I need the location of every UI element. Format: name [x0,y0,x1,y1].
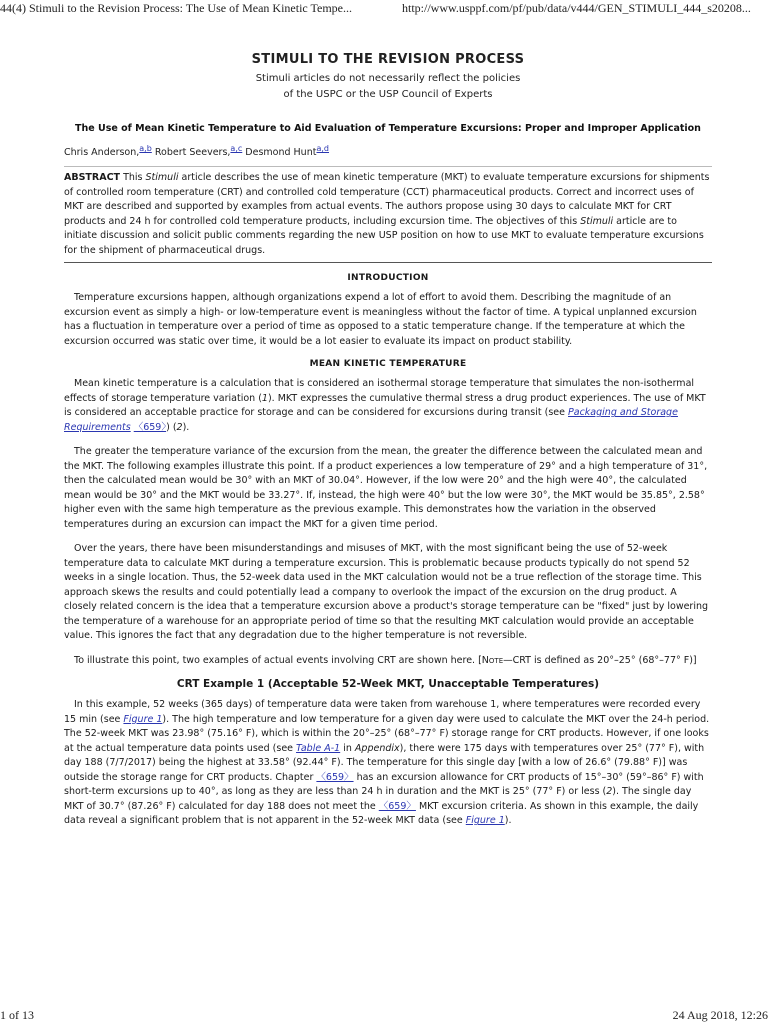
text: ). The high temperature and low temperature for a given day were used to calculate the MKT over the 24-h period. The 52-week MKT was 23.98° (75.16° F), which is within the 20°–25° (68°–77° F) storage range for CRT products. However, if one looks at the actual temperature data points used (see [64,713,710,754]
example-1-heading: CRT Example 1 (Acceptable 52-Week MKT, Unacceptable Temperatures) [176,678,600,691]
figure-1-link[interactable]: Figure 1 [465,815,505,827]
text: in [343,742,352,754]
text: has an excursion allowance for CRT products of 15°–30° (59°–86° F) with short-term excursions up to 40°, as long as they are less than 24 h in duration and the MKT is 25° (77° F) or less ( [64,771,704,798]
appendix-italic: Appendix [354,742,400,754]
figure-1-link[interactable]: Figure 1 [123,713,163,725]
abstract-text: article describes the use of mean kinetic temperature (MKT) to evaluate temperature excursions for shipments of controlled room temperature (CRT) and controlled cold temperature (CCT) pharmaceutical products. Correct and incorrect uses of MKT are described and supported by examples from actual events. The authors propose using 30 days to calculate MKT for CRT products and 24 h for controlled cold temperature products, including excursion time. The objectives of this [64,172,710,227]
browser-print-footer [0,1008,768,1024]
page-title-header: 44(4) Stimuli to the Revision Process: The Use of Mean Kinetic Tempe... [0,1,352,15]
section-heading-mkt: MEAN KINETIC TEMPERATURE [309,359,467,370]
article-content [64,52,712,839]
text: —CRT is defined as 20°–25° (68°–77° F)] [503,654,697,666]
disclaimer [64,71,712,103]
text: ). MKT expresses the cumulative thermal stress a drug product experiences. The use of MKT is considered an acceptable practice for storage and can be considered for excursions during transit (see [64,392,706,419]
chapter-659-link[interactable]: 〈659〉 [316,771,354,783]
print-timestamp: 24 Aug 2018, 12:26 [672,1008,768,1022]
text: MKT excursion criteria. As shown in this example, the daily data reveal a significant problem that is not apparent in the 52-week MKT data (see [64,800,699,827]
reference-number: 1 [261,392,268,404]
text: ) ( [166,421,177,433]
abstract-text: This [123,172,143,184]
chapter-659-link[interactable]: 〈659〉 [378,800,416,812]
packaging-storage-link[interactable]: Packaging and Storage Requirements [64,407,678,433]
author-affiliation-link[interactable]: a,d [316,144,329,153]
note-label: Note [481,654,504,666]
text: ). The single day MKT of 30.7° (87.26° F) calculated for day 188 does not meet the [64,786,692,812]
text: To illustrate this point, two examples of actual events involving CRT are shown here. [ [74,654,482,666]
abstract-text: article are to initiate discussion and solicit public comments regarding the new USP position on how to use MKT to evaluate temperature excursions for the shipment of pharmaceutical drugs. [64,215,704,256]
paragraph-mkt-3: Over the years, there have been misunderstandings and misuses of MKT, with the most significant being the use of 52-week temperature data to calculate MKT during a temperature excursion. This is problematic because products typically do not spend 52 weeks in a single location. Thus, the 52-week data used in the MKT calculation would not be a true reflection of the storage time. This approach skews the results and could potentially lead a company to overlook the impact of the excursion on the drug product. A closely related concern is the idea that a temperature excursion above a product's storage temperature can be "fixed" just by lowering the temperature of a warehouse for an appropriate period of time so that the resulting MKT calculation would provide an acceptable value. This ignores the fact that any degradation due to the higher temperature is not reversible. [64,543,709,642]
table-a1-link[interactable]: Table A-1 [296,742,341,754]
paragraph-mkt-4 [64,654,712,669]
disclaimer-line-1: Stimuli articles do not necessarily reflect the policies [255,73,521,84]
disclaimer-line-2: of the USPC or the USP Council of Experts [283,89,493,100]
author-name: Robert Seevers, [154,147,231,159]
author-name: Desmond Hunt [245,147,317,159]
article-title: The Use of Mean Kinetic Temperature to Aid Evaluation of Temperature Excursions: Proper and Improper Application [75,123,701,134]
page-url: http://www.usppf.com/pf/pub/data/v444/GEN_STIMULI_444_s20208... [402,1,751,15]
paragraph-example-1 [64,698,712,829]
text: Mean kinetic temperature is a calculation that is considered an isothermal storage temperature that simulates the non-isothermal effects of storage temperature variation ( [64,378,695,404]
chapter-659-link[interactable]: 〈659〉 [133,421,167,433]
paragraph-mkt-2: The greater the temperature variance of the excursion from the mean, the greater the difference between the calculated mean and the MKT. The following examples illustrate this point. If a product experiences a low temperature of 29° and a high temperature of 31°, then the calculated mean would be 30° with an MKT of 30.04°. However, if the low were 20° and the high were 40°, the calculated mean would be 30° and the MKT would be 33.27°. If, instead, the high were 40° but the low were 30°, the MKT would be 35.85°, 2.58° higher even with the same high temperature as the previous example. This demonstrates how the variation in the observed temperatures during an excursion can impact the MKT for a given time period. [64,446,708,530]
section-banner: STIMULI TO THE REVISION PROCESS [251,52,525,67]
author-list [64,144,712,158]
abstract-label: ABSTRACT [64,172,121,184]
author-affiliation-link[interactable]: a,b [139,144,152,153]
text: ). [182,421,190,433]
abstract-stimuli-italic: Stimuli [145,172,179,184]
text: ). [504,815,512,827]
section-heading-introduction: INTRODUCTION [347,273,429,284]
text: In this example, 52 weeks (365 days) of temperature data were taken from warehouse 1, where temperatures were recorded every 15 min (see [64,699,701,725]
paragraph-introduction: Temperature excursions happen, although organizations expend a lot of effort to avoid them. Describing the magnitude of an excursion event as simply a high- or low-temperature event is meaningless without the factor of time. A typical unplanned excursion has a fluctuation in temperature over a period of time as opposed to a static temperature change. If the temperature at which the excursion occurred was static over time, it would be a lot easier to evaluate its impact on product stability. [64,292,697,347]
reference-number: 2 [176,421,183,433]
text: ), there were 175 days with temperatures over 25° (77° F), with day 188 (7/7/2017) being the highest at 33.58° (92.44° F). The temperature for this single day [with a low of 26.6° (79.88° F)] was outside the storage range for CRT products. Chapter [64,742,705,783]
abstract-stimuli-italic: Stimuli [580,215,614,227]
author-name: Chris Anderson, [64,147,140,159]
page-count: 1 of 13 [0,1008,34,1022]
browser-print-header [0,0,768,18]
reference-number: 2 [606,786,613,798]
abstract [64,166,712,263]
author-affiliation-link[interactable]: a,c [230,144,243,153]
paragraph-mkt-1 [64,377,712,435]
